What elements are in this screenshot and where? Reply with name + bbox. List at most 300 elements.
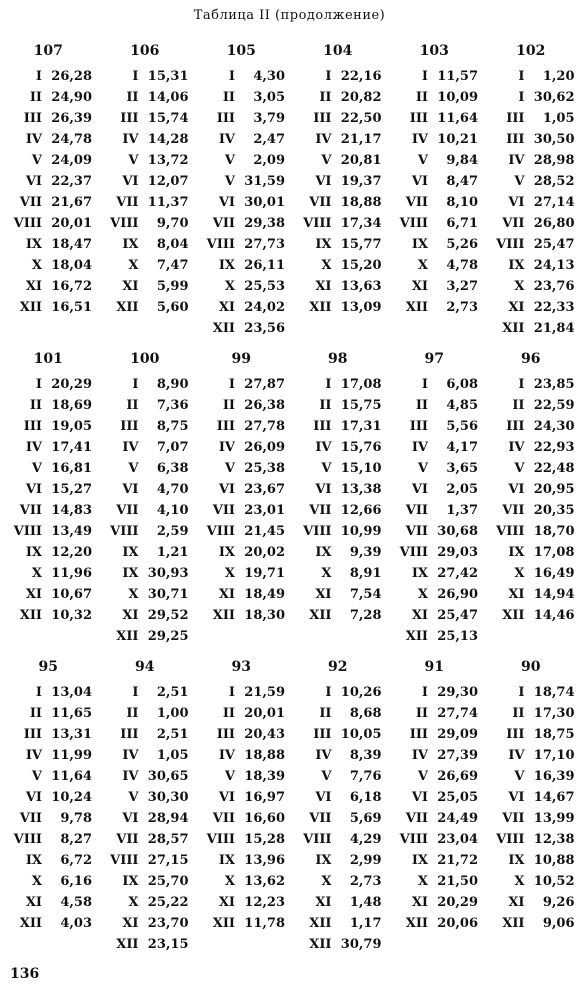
day-value: 24,02 xyxy=(244,300,285,315)
table-row xyxy=(386,703,483,724)
month-numeral: VII xyxy=(405,195,428,210)
day-value: 5,99 xyxy=(156,279,189,294)
day-value: 11,64 xyxy=(437,111,478,126)
day-value: 21,45 xyxy=(244,524,285,539)
day-value: 13,99 xyxy=(533,811,575,826)
day-value: 13,04 xyxy=(51,685,92,700)
day-value: 25,47 xyxy=(533,237,575,252)
month-numeral: III xyxy=(409,111,428,126)
month-numeral: X xyxy=(321,566,332,581)
month-numeral: XI xyxy=(122,916,139,931)
month-numeral: II xyxy=(319,706,332,721)
day-value: 22,50 xyxy=(340,111,382,126)
table-row xyxy=(193,682,290,703)
table-row xyxy=(386,479,483,500)
table-row xyxy=(193,829,290,850)
day-value: 18,30 xyxy=(244,608,285,623)
table-row xyxy=(483,66,579,87)
table-row xyxy=(386,416,483,437)
table-row xyxy=(290,605,387,626)
table-row xyxy=(97,808,194,829)
table-row xyxy=(193,318,290,339)
table-row xyxy=(386,171,483,192)
month-numeral: VIII xyxy=(206,237,235,252)
column-header: 103 xyxy=(419,43,449,59)
table-row xyxy=(386,584,483,605)
table-row xyxy=(193,542,290,563)
table-row xyxy=(97,521,194,542)
month-numeral: VI xyxy=(218,195,235,210)
table-row xyxy=(483,458,579,479)
table-row xyxy=(97,213,194,234)
month-numeral: III xyxy=(216,727,235,742)
table-row xyxy=(483,479,579,500)
month-numeral: VII xyxy=(116,195,139,210)
table-row xyxy=(290,171,387,192)
day-value: 9,06 xyxy=(542,916,575,931)
month-numeral: VII xyxy=(405,524,428,539)
table-row xyxy=(97,787,194,808)
table-row xyxy=(483,416,579,437)
month-numeral: I xyxy=(35,685,42,700)
table-row xyxy=(483,892,579,913)
table-row xyxy=(290,129,387,150)
table-row xyxy=(386,150,483,171)
day-value: 11,65 xyxy=(51,706,92,721)
table-column xyxy=(483,40,579,339)
month-numeral: VI xyxy=(411,482,428,497)
day-value: 22,93 xyxy=(533,440,575,455)
table-row xyxy=(193,808,290,829)
day-value: 24,49 xyxy=(437,811,478,826)
month-numeral: II xyxy=(222,90,235,105)
month-numeral: IV xyxy=(315,132,332,147)
month-numeral: XII xyxy=(212,916,235,931)
month-numeral: III xyxy=(313,419,332,434)
month-numeral: IV xyxy=(25,748,42,763)
table-row xyxy=(290,766,387,787)
month-numeral: IV xyxy=(122,132,139,147)
day-value: 31,59 xyxy=(244,174,285,189)
day-value: 19,37 xyxy=(340,174,382,189)
table-row xyxy=(483,129,579,150)
month-numeral: III xyxy=(23,419,42,434)
month-numeral: I xyxy=(325,69,332,84)
day-value: 9,84 xyxy=(446,153,478,168)
table-row xyxy=(193,584,290,605)
table-row xyxy=(193,192,290,213)
table-row xyxy=(193,276,290,297)
day-value: 8,91 xyxy=(349,566,382,581)
day-value: 3,65 xyxy=(446,461,478,476)
day-value: 5,56 xyxy=(446,419,478,434)
month-numeral: II xyxy=(29,398,42,413)
table-row xyxy=(290,297,387,318)
day-value: 2,73 xyxy=(446,300,478,315)
month-numeral: V xyxy=(31,461,42,476)
month-numeral: VII xyxy=(19,811,42,826)
month-numeral: III xyxy=(313,727,332,742)
day-value: 18,74 xyxy=(533,685,575,700)
table-row xyxy=(0,542,97,563)
month-numeral: VII xyxy=(309,503,332,518)
table-row xyxy=(290,374,387,395)
day-value: 5,60 xyxy=(156,300,189,315)
month-numeral: I xyxy=(132,377,139,392)
day-value: 17,41 xyxy=(51,440,92,455)
table-row xyxy=(97,584,194,605)
table-row xyxy=(386,605,483,626)
table-row xyxy=(290,871,387,892)
day-value: 29,30 xyxy=(437,685,478,700)
table-row xyxy=(483,542,579,563)
table-row xyxy=(0,479,97,500)
day-value: 21,67 xyxy=(51,195,92,210)
month-numeral: IX xyxy=(508,545,525,560)
month-numeral: VII xyxy=(502,811,525,826)
table-row xyxy=(386,521,483,542)
month-numeral: XII xyxy=(19,300,42,315)
day-value: 4,58 xyxy=(60,895,92,910)
table-row xyxy=(193,374,290,395)
table-row xyxy=(386,542,483,563)
table-row xyxy=(0,829,97,850)
month-numeral: XI xyxy=(122,608,139,623)
month-numeral: I xyxy=(35,377,42,392)
table-row xyxy=(290,395,387,416)
month-numeral: VIII xyxy=(399,832,428,847)
day-value: 23,76 xyxy=(533,279,575,294)
column-header: 91 xyxy=(424,659,444,675)
month-numeral: XI xyxy=(25,895,42,910)
table-row xyxy=(483,682,579,703)
day-value: 5,26 xyxy=(446,237,478,252)
table-row xyxy=(97,108,194,129)
month-numeral: I xyxy=(421,685,428,700)
day-value: 23,01 xyxy=(244,503,285,518)
day-value: 20,35 xyxy=(533,503,575,518)
month-numeral: XII xyxy=(405,300,428,315)
month-numeral: VII xyxy=(309,811,332,826)
day-value: 6,18 xyxy=(349,790,382,805)
day-value: 11,78 xyxy=(244,916,285,931)
table-column xyxy=(386,656,483,955)
day-value: 7,28 xyxy=(349,608,382,623)
month-numeral: II xyxy=(415,706,428,721)
day-value: 8,10 xyxy=(446,195,478,210)
day-value: 23,70 xyxy=(147,916,189,931)
month-numeral: V xyxy=(417,153,428,168)
day-value: 27,73 xyxy=(244,237,285,252)
day-value: 18,49 xyxy=(244,587,285,602)
day-value: 27,14 xyxy=(533,195,575,210)
day-value: 26,80 xyxy=(533,216,575,231)
table-row xyxy=(483,108,579,129)
day-value: 17,34 xyxy=(340,216,382,231)
table-row xyxy=(483,605,579,626)
month-numeral: I xyxy=(35,69,42,84)
day-value: 25,53 xyxy=(244,279,285,294)
day-value: 29,52 xyxy=(147,608,189,623)
table-row xyxy=(0,521,97,542)
month-numeral: III xyxy=(23,727,42,742)
month-numeral: VI xyxy=(122,482,139,497)
month-numeral: VIII xyxy=(206,524,235,539)
day-value: 12,20 xyxy=(51,545,92,560)
table-row xyxy=(386,213,483,234)
table-row xyxy=(0,703,97,724)
month-numeral: VII xyxy=(116,832,139,847)
table-row xyxy=(193,479,290,500)
day-value: 16,72 xyxy=(51,279,92,294)
table-row xyxy=(290,234,387,255)
month-numeral: III xyxy=(506,132,525,147)
month-numeral: IX xyxy=(315,545,332,560)
table-row xyxy=(386,395,483,416)
month-numeral: VIII xyxy=(110,524,139,539)
day-value: 6,16 xyxy=(60,874,92,889)
day-value: 11,57 xyxy=(437,69,478,84)
table-row xyxy=(290,213,387,234)
month-numeral: VIII xyxy=(13,216,42,231)
day-value: 25,22 xyxy=(147,895,189,910)
table-row xyxy=(97,297,194,318)
month-numeral: III xyxy=(216,419,235,434)
day-value: 19,71 xyxy=(244,566,285,581)
column-header: 101 xyxy=(33,351,63,367)
table-row xyxy=(386,563,483,584)
month-numeral: V xyxy=(514,461,525,476)
month-numeral: VI xyxy=(508,195,525,210)
month-numeral: I xyxy=(228,377,235,392)
table-column xyxy=(193,40,290,339)
month-numeral: X xyxy=(514,279,525,294)
table-row xyxy=(0,297,97,318)
day-value: 4,78 xyxy=(446,258,478,273)
day-value: 15,28 xyxy=(244,832,285,847)
day-value: 5,69 xyxy=(349,811,382,826)
table-row xyxy=(97,703,194,724)
table-block-3 xyxy=(0,656,579,955)
table-row xyxy=(97,437,194,458)
table-row xyxy=(193,150,290,171)
day-value: 20,06 xyxy=(437,916,478,931)
day-value: 8,39 xyxy=(349,748,382,763)
month-numeral: III xyxy=(216,111,235,126)
table-row xyxy=(0,584,97,605)
table-row xyxy=(97,850,194,871)
table-row xyxy=(97,171,194,192)
table-row xyxy=(0,437,97,458)
table-row xyxy=(483,192,579,213)
table-row xyxy=(97,724,194,745)
day-value: 2,59 xyxy=(156,524,189,539)
month-numeral: X xyxy=(224,566,235,581)
month-numeral: XI xyxy=(508,895,525,910)
table-row xyxy=(290,150,387,171)
day-value: 20,01 xyxy=(244,706,285,721)
table-column xyxy=(97,348,194,647)
table-row xyxy=(0,395,97,416)
table-row xyxy=(97,745,194,766)
day-value: 15,27 xyxy=(51,482,92,497)
day-value: 17,10 xyxy=(533,748,575,763)
table-row xyxy=(290,87,387,108)
day-value: 22,16 xyxy=(340,69,382,84)
day-value: 16,51 xyxy=(51,300,92,315)
month-numeral: II xyxy=(29,90,42,105)
month-numeral: VII xyxy=(405,811,428,826)
day-value: 6,71 xyxy=(446,216,478,231)
day-value: 8,04 xyxy=(156,237,189,252)
day-value: 25,05 xyxy=(437,790,478,805)
month-numeral: I xyxy=(421,377,428,392)
day-value: 29,09 xyxy=(437,727,478,742)
month-numeral: V xyxy=(128,153,139,168)
table-row xyxy=(483,255,579,276)
table-row xyxy=(290,829,387,850)
table-row xyxy=(97,87,194,108)
day-value: 26,39 xyxy=(51,111,92,126)
table-row xyxy=(0,850,97,871)
table-row xyxy=(193,703,290,724)
day-value: 26,09 xyxy=(244,440,285,455)
day-value: 14,46 xyxy=(533,608,575,623)
month-numeral: XII xyxy=(309,608,332,623)
day-value: 17,30 xyxy=(533,706,575,721)
day-value: 18,69 xyxy=(51,398,92,413)
table-row xyxy=(290,108,387,129)
month-numeral: III xyxy=(313,111,332,126)
table-block-1 xyxy=(0,40,579,339)
day-value: 22,48 xyxy=(533,461,575,476)
month-numeral: VIII xyxy=(399,545,428,560)
month-numeral: IV xyxy=(122,748,139,763)
table-row xyxy=(97,66,194,87)
day-value: 13,96 xyxy=(244,853,285,868)
table-row xyxy=(483,563,579,584)
day-value: 14,94 xyxy=(533,587,575,602)
day-value: 30,50 xyxy=(533,132,575,147)
day-value: 20,01 xyxy=(51,216,92,231)
month-numeral: III xyxy=(506,727,525,742)
table-row xyxy=(193,255,290,276)
month-numeral: VI xyxy=(218,482,235,497)
table-row xyxy=(290,703,387,724)
column-header: 99 xyxy=(231,351,251,367)
table-row xyxy=(483,829,579,850)
month-numeral: X xyxy=(128,895,139,910)
month-numeral: XI xyxy=(411,608,428,623)
month-numeral: XI xyxy=(25,587,42,602)
table-row xyxy=(290,808,387,829)
day-value: 23,67 xyxy=(244,482,285,497)
month-numeral: III xyxy=(506,419,525,434)
month-numeral: IX xyxy=(122,237,139,252)
table-row xyxy=(193,766,290,787)
day-value: 21,59 xyxy=(244,685,285,700)
month-numeral: VI xyxy=(508,482,525,497)
table-row xyxy=(193,171,290,192)
table-row xyxy=(386,437,483,458)
table-row xyxy=(483,437,579,458)
table-row xyxy=(193,213,290,234)
day-value: 20,02 xyxy=(244,545,285,560)
day-value: 21,50 xyxy=(437,874,478,889)
day-value: 10,99 xyxy=(340,524,382,539)
month-numeral: VIII xyxy=(110,853,139,868)
day-value: 24,13 xyxy=(533,258,575,273)
table-row xyxy=(0,808,97,829)
day-value: 1,21 xyxy=(156,545,189,560)
day-value: 25,13 xyxy=(437,629,478,644)
table-row xyxy=(97,500,194,521)
column-header: 96 xyxy=(521,351,541,367)
day-value: 26,38 xyxy=(244,398,285,413)
month-numeral: IV xyxy=(508,440,525,455)
table-row xyxy=(0,724,97,745)
month-numeral: II xyxy=(319,90,332,105)
day-value: 28,57 xyxy=(147,832,189,847)
table-row xyxy=(386,66,483,87)
table-row xyxy=(193,395,290,416)
day-value: 7,54 xyxy=(349,587,382,602)
month-numeral: X xyxy=(321,874,332,889)
table-row xyxy=(97,458,194,479)
day-value: 4,10 xyxy=(156,503,189,518)
table-row xyxy=(0,871,97,892)
table-row xyxy=(386,626,483,647)
day-value: 17,31 xyxy=(340,419,382,434)
month-numeral: VII xyxy=(405,503,428,518)
day-value: 26,90 xyxy=(437,587,478,602)
day-value: 13,62 xyxy=(244,874,285,889)
table-row xyxy=(290,458,387,479)
day-value: 9,26 xyxy=(542,895,575,910)
table-row xyxy=(0,458,97,479)
column-header: 102 xyxy=(516,43,546,59)
month-numeral: V xyxy=(31,769,42,784)
column-header: 104 xyxy=(323,43,353,59)
day-value: 12,07 xyxy=(147,174,189,189)
day-value: 13,63 xyxy=(340,279,382,294)
month-numeral: X xyxy=(417,258,428,273)
table-row xyxy=(0,108,97,129)
day-value: 9,78 xyxy=(60,811,92,826)
day-value: 8,47 xyxy=(446,174,478,189)
day-value: 2,73 xyxy=(349,874,382,889)
table-row xyxy=(0,787,97,808)
day-value: 18,39 xyxy=(244,769,285,784)
table-row xyxy=(0,66,97,87)
table-row xyxy=(386,829,483,850)
month-numeral: II xyxy=(222,706,235,721)
month-numeral: VII xyxy=(19,195,42,210)
month-numeral: XII xyxy=(405,916,428,931)
table-row xyxy=(386,892,483,913)
day-value: 27,74 xyxy=(437,706,478,721)
table-row xyxy=(386,87,483,108)
month-numeral: XI xyxy=(411,279,428,294)
month-numeral: IV xyxy=(315,440,332,455)
table-row xyxy=(0,276,97,297)
column-header: 105 xyxy=(226,43,256,59)
day-value: 18,88 xyxy=(340,195,382,210)
month-numeral: XII xyxy=(502,321,525,336)
day-value: 11,99 xyxy=(51,748,92,763)
month-numeral: X xyxy=(417,587,428,602)
day-value: 17,08 xyxy=(340,377,382,392)
